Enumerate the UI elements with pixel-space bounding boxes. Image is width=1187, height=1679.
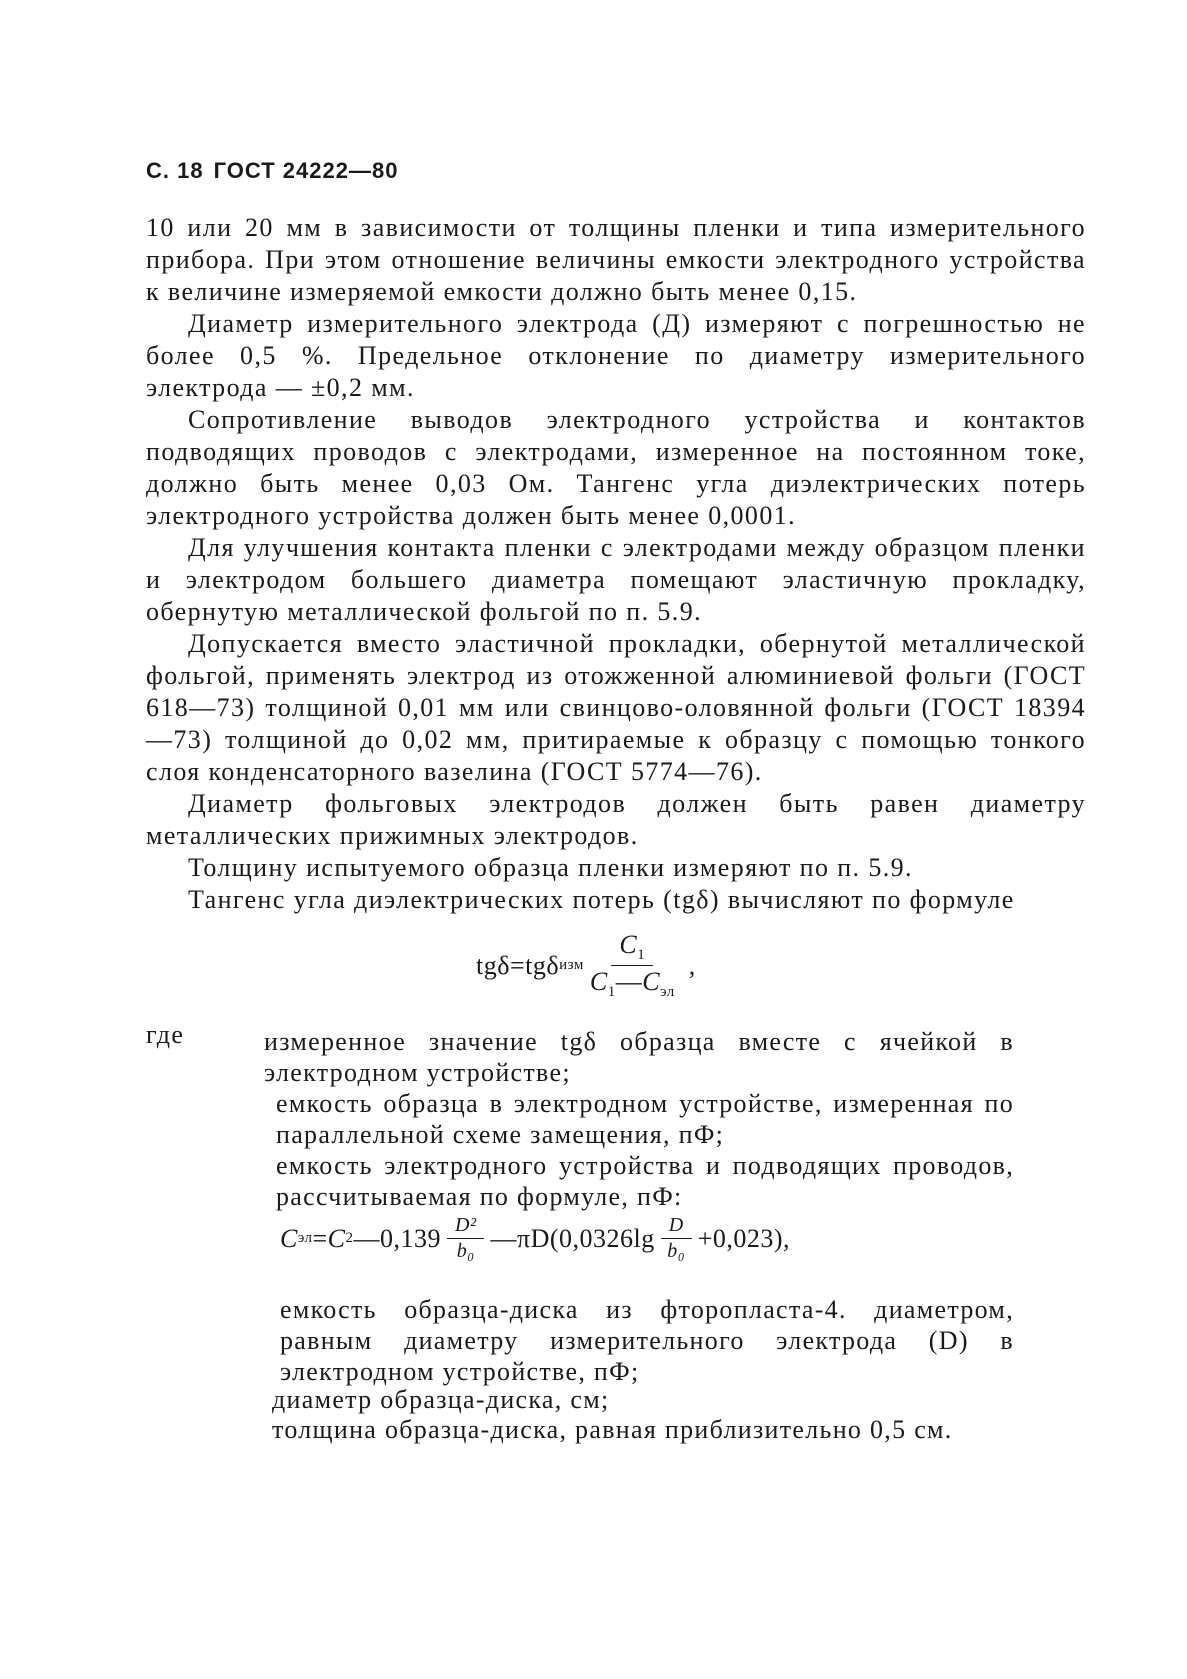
formula-trailing-comma: , (688, 950, 696, 980)
paragraph: 10 или 20 мм в зависимости от толщины пленки и типа измерительного прибора. При этом отношение величины емкости электродного устройства к величине измеряемой емкости должно быть менее 0,15. (146, 213, 1086, 306)
paragraph: Тангенс угла диэлектрических потерь (tgδ) вычисляют по формуле (188, 885, 1015, 914)
formula-tg-delta (476, 930, 696, 1001)
formula-c-el (280, 1214, 790, 1263)
denominator-minus: — (615, 967, 643, 996)
fraction1-numerator: D² (447, 1214, 484, 1239)
standard-designation: ГОСТ 24222—80 (213, 158, 399, 183)
definition-text: толщина образца-диска, равная приблизительно 0,5 см. (272, 1415, 953, 1444)
fraction2-denominator: b₀ (667, 1240, 686, 1262)
definition-text: емкость образца-диска из фторопласта-4. диаметром, равным диаметру измерительного электрода (D) в электродном устройстве, пФ; (280, 1295, 1014, 1386)
fraction2-numerator: D (661, 1214, 692, 1239)
formula-fraction (590, 930, 675, 1001)
formula2-tail: +0,023), (697, 1223, 791, 1253)
page-header (146, 158, 398, 184)
paragraph: Для улучшения контакта пленки с электродами между образцом пленки и электродом большего диаметра помещают эластичную прокладку, обернутую металлической фольгой по п. 5.9. (146, 533, 1086, 626)
formula-equals: = (509, 950, 526, 980)
formula2-term-1: —0,139 (353, 1223, 442, 1253)
formula2-c2-subscript: 2 (345, 1230, 354, 1246)
where-label: где (146, 1020, 185, 1049)
formula2-fraction-2 (661, 1214, 692, 1263)
formula2-equals: = (312, 1223, 328, 1253)
definition-text: диаметр образца-диска, см; (272, 1385, 610, 1414)
numerator-symbol: C (619, 930, 638, 959)
numerator-subscript: 1 (637, 947, 646, 963)
denominator-subscript-a: 1 (607, 984, 616, 1000)
definition-text: емкость образца в электродном устройстве, измеренная по параллельной схеме замещения, пФ; (276, 1089, 1014, 1149)
denominator-symbol-b: C (642, 967, 661, 996)
formula2-lhs-subscript: эл (297, 1230, 313, 1246)
paragraph: Диаметр измерительного электрода (Д) измеряют с погрешностью не более 0,5 %. Предельное отклонение по диаметру измерительного электрода — ±0,2 мм. (146, 309, 1086, 402)
formula2-fraction-1 (447, 1214, 484, 1263)
body-text (146, 212, 1086, 916)
formula-lhs: tgδ (476, 950, 510, 980)
denominator-symbol-a: C (589, 967, 608, 996)
formula-rhs-subscript: изм (559, 957, 584, 973)
fraction-denominator (590, 966, 675, 1001)
paragraph: Толщину испытуемого образца пленки измеряют по п. 5.9. (188, 853, 913, 882)
formula2-term-2: —πD(0,0326lg (490, 1223, 655, 1253)
definition-text: измеренное значение tgδ образца вместе с ячейкой в электродном устройстве; (264, 1027, 1014, 1087)
formula2-c2-symbol: C (327, 1223, 346, 1253)
fraction-numerator (611, 930, 653, 966)
denominator-subscript-b: эл (660, 984, 675, 1000)
paragraph: Сопротивление выводов электродного устройства и контактов подводящих проводов с электродами, измеренное на постоянном токе, должно быть менее 0,03 Ом. Тангенс угла диэлектрических потерь электродного устройства должен быть менее 0,0001. (146, 405, 1086, 530)
fraction1-denominator: b₀ (456, 1240, 475, 1262)
page-number: С. 18 (146, 158, 204, 183)
formula2-lhs-symbol: C (280, 1223, 298, 1253)
definition-text: емкость электродного устройства и подводящих проводов, рассчитываемая по формуле, пФ: (276, 1151, 1014, 1211)
formula-rhs-main: tgδ (525, 950, 560, 980)
paragraph: Диаметр фольговых электродов должен быть равен диаметру металлических прижимных электродов. (146, 789, 1086, 850)
paragraph: Допускается вместо эластичной прокладки, обернутой металлической фольгой, применять электрод из отожженной алюминиевой фольги (ГОСТ 618—73) толщиной 0,01 мм или свинцово-оловянной фольги (ГОСТ 18394—73) толщиной до 0,02 мм, притираемые к образцу с помощью тонкого слоя конденсаторного вазелина (ГОСТ 5774—76). (146, 629, 1086, 786)
